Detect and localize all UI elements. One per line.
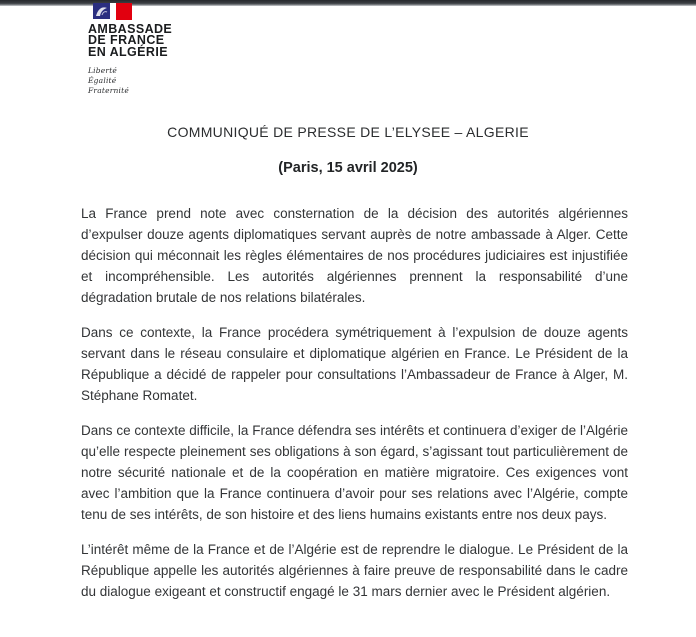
embassy-name-line3: EN ALGÉRIE bbox=[88, 44, 168, 59]
motto-line3: Fraternité bbox=[88, 85, 129, 95]
french-flag-icon bbox=[93, 3, 172, 20]
paragraph-1: La France prend note avec consternation de la décision des autorités algériennes d’expulser douze agents diplomatiques servant auprès de notre ambassade à Alger. Cette décision qui méconnait les règles élémentaires de nos procédures judiciaires est injustifiée et incompréhensible. Les autorités algériennes prennent la responsabilité d’une dégradation brutale de nos relations bilatérales. bbox=[81, 206, 628, 305]
press-release-title: COMMUNIQUÉ DE PRESSE DE L’ELYSEE – ALGERIE bbox=[167, 124, 529, 140]
paragraph-4: L’intérêt même de la France et de l’Algérie est de reprendre le dialogue. Le Président de la République appelle les autorités algériennes à faire preuve de responsabilité dans le cadre du dialogue exigeant et constructif engagé le 31 mars dernier avec le Président algérien. bbox=[81, 542, 628, 599]
marianne-icon bbox=[93, 3, 110, 19]
paragraph-2: Dans ce contexte, la France procédera symétriquement à l’expulsion de douze agents servant dans le réseau consulaire et diplomatique algérien en France. Le Président de la République a décidé de rappeler pour consultations l’Ambassadeur de France à Alger, M. Stéphane Romatet. bbox=[81, 325, 628, 403]
press-release-body bbox=[81, 203, 628, 616]
embassy-name-line1: AMBASSADE bbox=[88, 22, 173, 36]
flag-blue-pane bbox=[93, 3, 110, 19]
embassy-name-line2: DE FRANCE bbox=[88, 33, 165, 48]
motto-line2: Égalité bbox=[88, 75, 117, 85]
paragraph-3: Dans ce contexte difficile, la France défendra ses intérêts et continuera d’exiger de l’Algérie qu’elle respecte pleinement ses obligations à son égard, s’agissant tout particulièrement de notre sécurité nationale et de la coopération en matière migratoire. Ces exigences vont avec l’ambition que la France continuera d’avoir pour ses relations avec l’Algérie, compte tenu de ses intérêts, de son histoire et des liens humains existants entre nos deux pays. bbox=[81, 423, 628, 522]
motto-line1: Liberté bbox=[88, 65, 118, 75]
press-release-dateline: (Paris, 15 avril 2025) bbox=[278, 160, 418, 176]
embassy-name bbox=[88, 24, 172, 58]
flag-red-pane bbox=[116, 3, 132, 20]
republic-motto bbox=[88, 66, 172, 96]
embassy-logo bbox=[88, 3, 172, 96]
